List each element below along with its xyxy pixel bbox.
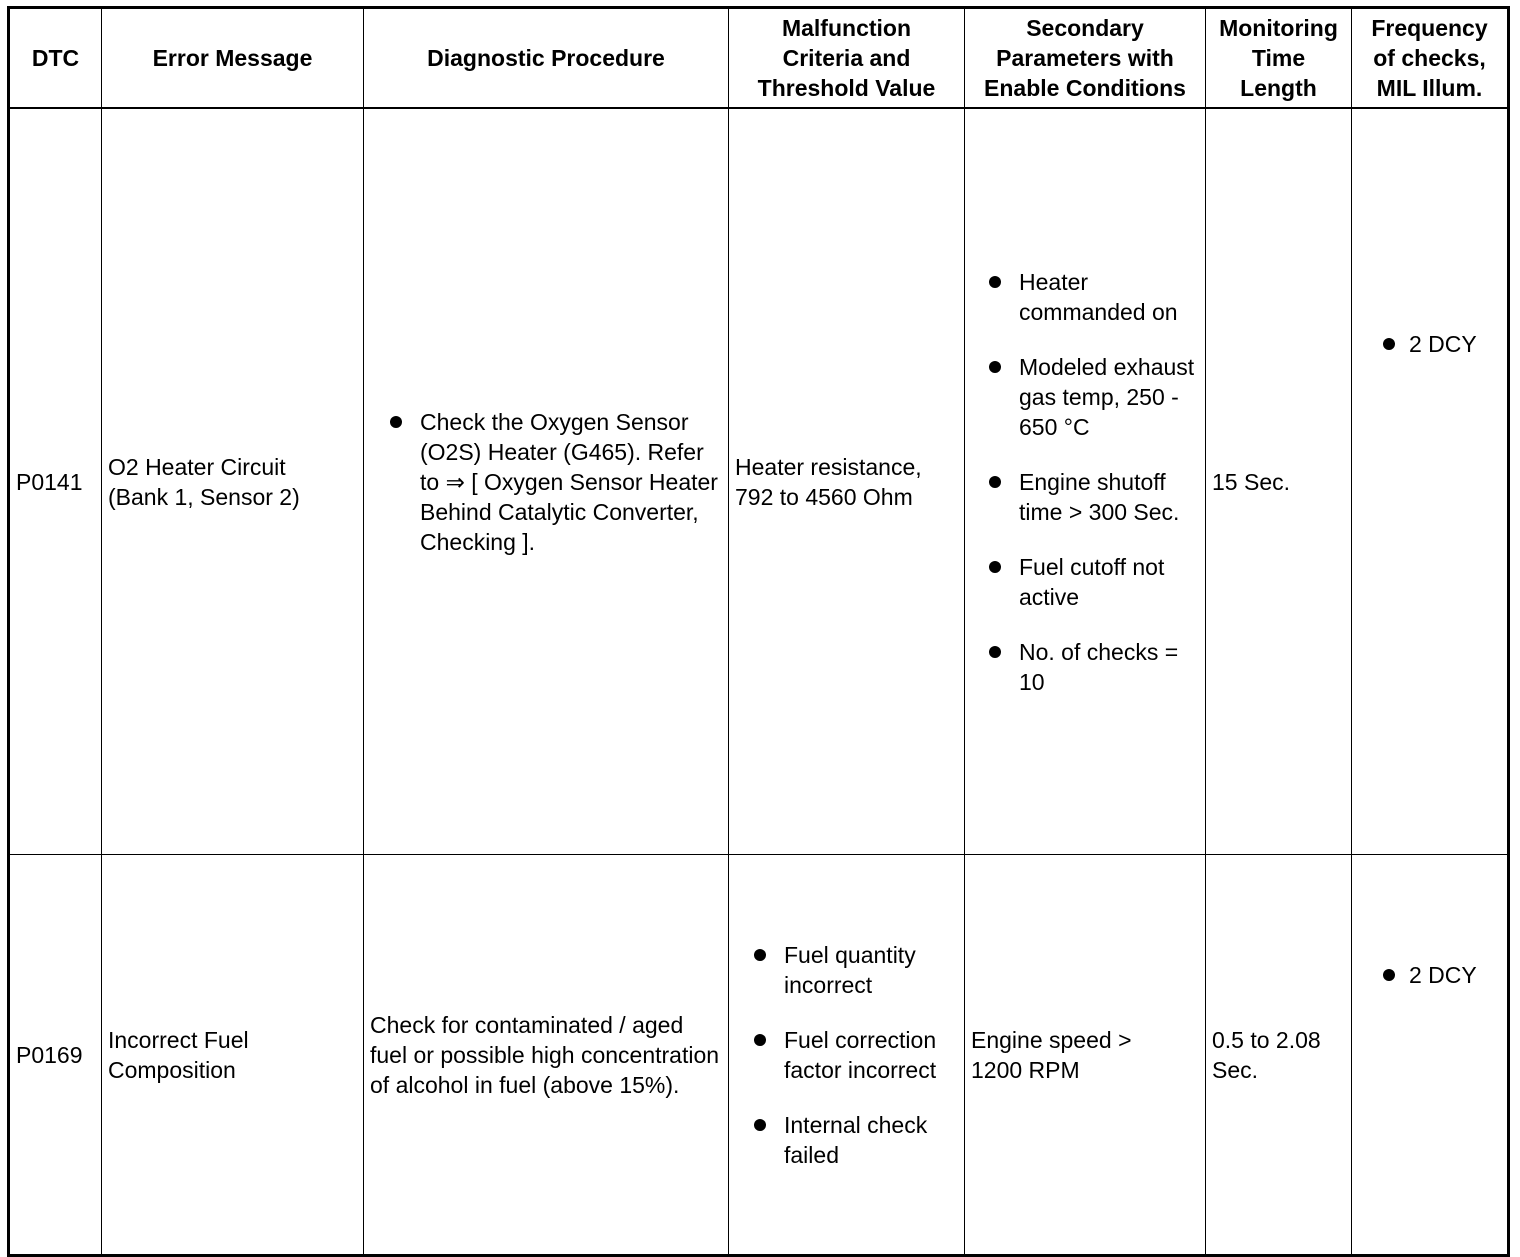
dtc-table (7, 6, 1510, 1257)
frequency-list (1358, 960, 1501, 990)
secondary-parameters: Engine speed > 1200 RPM (965, 855, 1206, 1256)
list-item: Modeled exhaust gas temp, 250 - 650 °C (971, 352, 1203, 442)
list-item: Fuel correction factor incorrect (735, 1025, 958, 1085)
malfunction-criteria (729, 855, 965, 1256)
frequency-mil (1352, 855, 1509, 1256)
dtc-code: P0141 (9, 108, 102, 855)
list-item: Fuel cutoff not active (971, 552, 1203, 612)
header-diagnostic-procedure: Diagnostic Procedure (364, 8, 729, 109)
header-row (9, 8, 1509, 109)
procedure-item: Check the Oxygen Sensor (O2S) Heater (G465). Refer to ⇒ [ Oxygen Sensor Heater Behind Catalytic Converter, Checking ]. (382, 407, 722, 557)
diagnostic-procedure: Check for contaminated / aged fuel or possible high concentration of alcohol in fuel (above 15%). (364, 855, 729, 1256)
diagnostic-procedure (364, 108, 729, 855)
header-error-message: Error Message (102, 8, 364, 109)
header-monitoring-time: Monitoring Time Length (1206, 8, 1352, 109)
list-item: Engine shutoff time > 300 Sec. (971, 467, 1203, 527)
malfunction-list (735, 940, 958, 1170)
dtc-code: P0169 (9, 855, 102, 1256)
list-item: Fuel quantity incorrect (735, 940, 958, 1000)
header-dtc: DTC (9, 8, 102, 109)
error-message: O2 Heater Circuit (Bank 1, Sensor 2) (102, 108, 364, 855)
header-malfunction-criteria: Malfunction Criteria and Threshold Value (729, 8, 965, 109)
secondary-list (971, 267, 1203, 697)
monitoring-time: 15 Sec. (1206, 108, 1352, 855)
error-message: Incorrect Fuel Composition (102, 855, 364, 1256)
list-item: 2 DCY (1358, 960, 1501, 990)
frequency-mil (1352, 108, 1509, 855)
header-frequency-mil: Frequency of checks, MIL Illum. (1352, 8, 1509, 109)
frequency-list (1358, 329, 1501, 359)
list-item: Internal check failed (735, 1110, 958, 1170)
header-secondary-parameters: Secondary Parameters with Enable Conditions (965, 8, 1206, 109)
monitoring-time: 0.5 to 2.08 Sec. (1206, 855, 1352, 1256)
list-item: No. of checks = 10 (971, 637, 1203, 697)
secondary-parameters (965, 108, 1206, 855)
procedure-list (382, 407, 722, 557)
malfunction-criteria: Heater resistance, 792 to 4560 Ohm (729, 108, 965, 855)
table-row (9, 855, 1509, 1256)
list-item: Heater commanded on (971, 267, 1203, 327)
table-row (9, 108, 1509, 855)
list-item: 2 DCY (1358, 329, 1501, 359)
